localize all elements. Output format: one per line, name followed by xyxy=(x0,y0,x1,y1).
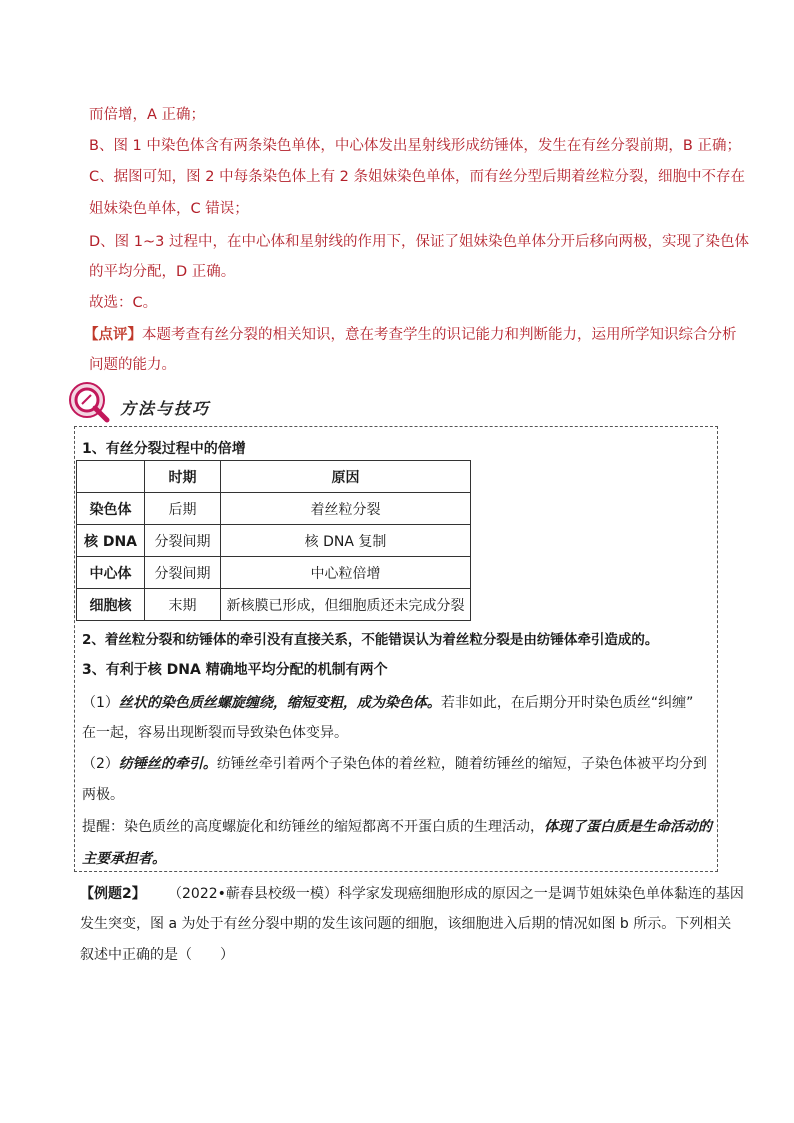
table-header-cell: 原因 xyxy=(221,461,471,493)
answer-line-b: B、图 1 中染色体含有两条染色单体，中心体发出星射线形成纺锤体，发生在有丝分裂前期，B 正确； xyxy=(89,138,741,154)
table-cell: 末期 xyxy=(145,589,221,621)
answer-line-a: 而倍增，A 正确； xyxy=(89,107,206,123)
method-sub-1-line-2: 在一起，容易出现断裂而导致染色体变异。 xyxy=(82,725,348,741)
table-row xyxy=(77,557,471,589)
answer-choice: 故选：C。 xyxy=(89,295,158,311)
table-row xyxy=(77,525,471,557)
table-cell: 分裂间期 xyxy=(145,557,221,589)
table-cell: 后期 xyxy=(145,493,221,525)
table-row xyxy=(77,589,471,621)
table-cell: 染色体 xyxy=(77,493,145,525)
tip-bold: 体现了蛋白质是生命活动的 xyxy=(544,819,712,835)
comment-line-1 xyxy=(84,323,737,344)
method-sub-2-line-2: 两极。 xyxy=(82,787,124,803)
sub1-number: （1） xyxy=(82,695,119,711)
comment-text-1: 本题考查有丝分裂的相关知识，意在考查学生的识记能力和判断能力，运用所学知识综合分析 xyxy=(142,327,737,343)
answer-line-c2: 姐妹染色单体，C 错误； xyxy=(89,201,249,217)
tip-text: 提醒：染色质丝的高度螺旋化和纺锤丝的缩短都离不开蛋白质的生理活动， xyxy=(82,819,544,835)
table-row xyxy=(77,493,471,525)
table-header-cell xyxy=(77,461,145,493)
method-point-1: 1、有丝分裂过程中的倍增 xyxy=(82,441,246,457)
table-cell: 核 DNA xyxy=(77,525,145,557)
table-cell: 分裂间期 xyxy=(145,525,221,557)
answer-line-d1: D、图 1~3 过程中，在中心体和星射线的作用下，保证了姐妹染色单体分开后移向两极，实现了染色体 xyxy=(89,234,749,250)
table-cell: 中心粒倍增 xyxy=(221,557,471,589)
method-sub-2 xyxy=(82,753,707,773)
example-line-3: 叙述中正确的是（ ） xyxy=(80,947,234,963)
table-cell: 细胞核 xyxy=(77,589,145,621)
table-header-cell: 时期 xyxy=(145,461,221,493)
example-source: （2022•蕲春县校级一模） xyxy=(168,886,338,902)
table-cell: 着丝粒分裂 xyxy=(221,493,471,525)
method-sub-1 xyxy=(82,692,693,712)
answer-line-c1: C、据图可知，图 2 中每条染色体上有 2 条姐妹染色单体，而有丝分型后期着丝粒分裂，细胞中不存在 xyxy=(89,169,746,185)
table-cell: 中心体 xyxy=(77,557,145,589)
example-line-2: 发生突变，图 a 为处于有丝分裂中期的发生该问题的细胞，该细胞进入后期的情况如图 b 所示。下列相关 xyxy=(80,916,732,932)
table-cell: 核 DNA 复制 xyxy=(221,525,471,557)
example-line-1 xyxy=(80,883,744,903)
table-header-row xyxy=(77,461,471,493)
table-cell: 新核膜已形成，但细胞质还未完成分裂 xyxy=(221,589,471,621)
comment-tag: 【点评】 xyxy=(84,327,142,343)
sub2-bold: 纺锤丝的牵引。 xyxy=(118,756,217,772)
sub1-bold: 丝状的染色质丝螺旋缠绕，缩短变粗，成为染色体。 xyxy=(118,695,441,711)
method-point-3: 3、有利于核 DNA 精确地平均分配的机制有两个 xyxy=(82,662,388,678)
method-title: 方法与技巧 xyxy=(120,399,211,418)
example-text-1: 科学家发现癌细胞形成的原因之一是调节姐妹染色单体黏连的基因 xyxy=(337,886,744,902)
magnifier-icon xyxy=(67,380,111,424)
sub2-number: （2） xyxy=(82,756,119,772)
method-point-2: 2、着丝粒分裂和纺锤体的牵引没有直接关系，不能错误认为着丝粒分裂是由纺锤体牵引造成的。 xyxy=(82,632,659,648)
method-tip xyxy=(82,816,712,836)
answer-line-d2: 的平均分配，D 正确。 xyxy=(89,264,236,280)
sub2-rest: 纺锤丝牵引着两个子染色体的着丝粒，随着纺锤丝的缩短，子染色体被平均分到 xyxy=(216,756,707,772)
sub1-rest: 若非如此，在后期分开时染色质丝“纠缠” xyxy=(440,695,694,711)
method-tip-line-2: 主要承担者。 xyxy=(82,851,166,867)
doubling-table xyxy=(76,460,471,621)
example-tag: 【例题2】 xyxy=(80,886,146,902)
comment-line-2: 问题的能力。 xyxy=(89,357,176,373)
